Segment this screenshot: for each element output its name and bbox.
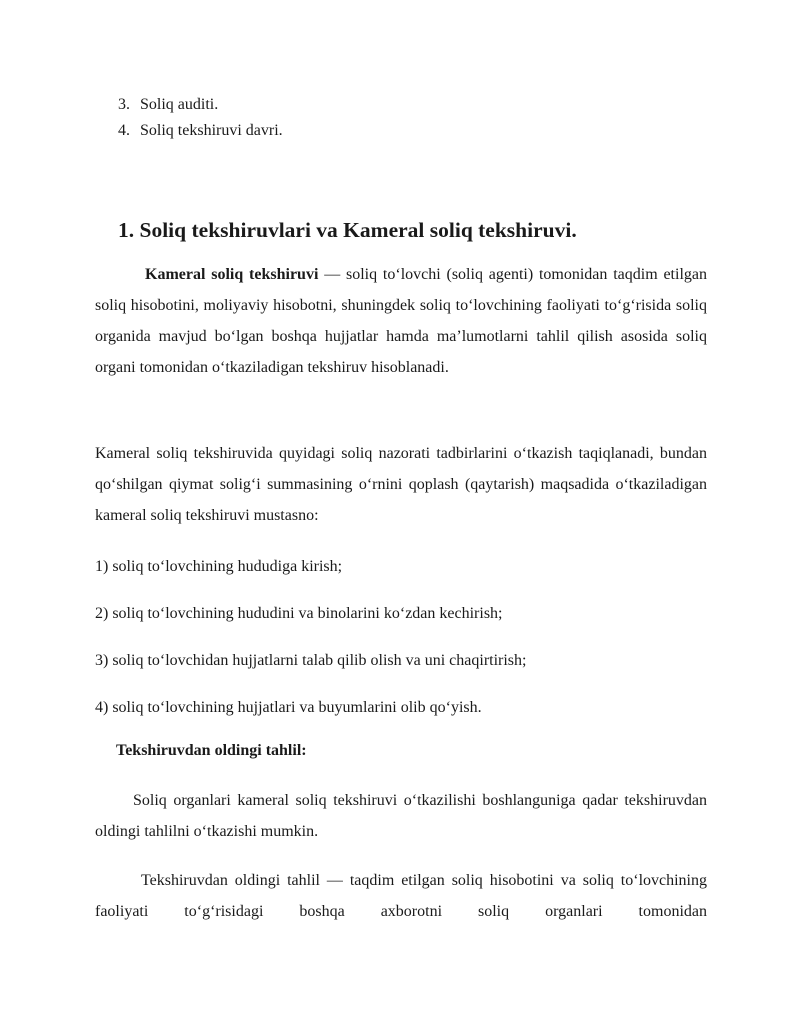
list-item-number: 4. [118,122,130,139]
definition-paragraph [95,259,707,383]
measure-item: 3) soliq to‘lovchidan hujjatlarni talab qilib olish va uni chaqirtirish; [95,652,527,669]
analysis-definition-paragraph: Tekshiruvdan oldingi tahlil — taqdim etilgan soliq hisobotini va soliq to‘lovchining faoliyati to‘g‘risidagi boshqa axborotni soliq organlari tomonidan [95,872,707,920]
list-item-text: Soliq auditi. [140,96,219,113]
subheading: Tekshiruvdan oldingi tahlil: [116,742,307,759]
list-item [118,118,283,144]
section-heading: 1. Soliq tekshiruvlari va Kameral soliq tekshiruvi. [118,218,577,242]
list-item-number: 3. [118,96,130,113]
measure-item: 2) soliq to‘lovchining hududini va binolarini ko‘zdan kechirish; [95,605,503,622]
prohibition-paragraph: Kameral soliq tekshiruvida quyidagi soliq nazorati tadbirlarini o‘tkazish taqiqlanadi, bundan qo‘shilgan qiymat solig‘i summasining o‘rnini qoplash (qaytarish) maqsadida o‘tkaziladigan kameral soliq tekshiruvi mustasno: [95,445,707,524]
defined-term: Kameral soliq tekshiruvi [145,266,319,283]
measure-item: 1) soliq to‘lovchining hududiga kirish; [95,558,343,575]
topic-list [118,92,283,144]
definition-text: — soliq to‘lovchi (soliq agenti) tomonidan taqdim etilgan soliq hisobotini, moliyaviy hisobotni, shuningdek soliq to‘lovchining faoliyati to‘g‘risida soliq organida mavjud bo‘lgan boshqa hujjatlar hamda ma’lumotlarni tahlil qilish asosida soliq organi tomonidan o‘tkaziladigan tekshiruv hisoblanadi. [95,266,707,376]
list-item-text: Soliq tekshiruvi davri. [140,122,283,139]
measure-item: 4) soliq to‘lovchining hujjatlari va buyumlarini olib qo‘yish. [95,699,482,716]
pre-audit-paragraph: Soliq organlari kameral soliq tekshiruvi o‘tkazilishi boshlanguniga qadar tekshiruvdan oldingi tahlilni o‘tkazishi mumkin. [95,792,707,840]
list-item [118,92,283,118]
